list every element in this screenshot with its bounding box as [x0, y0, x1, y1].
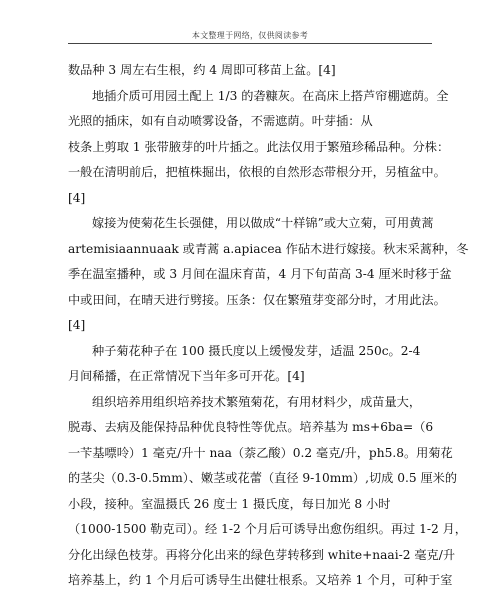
text-line: 种子菊花种子在 100 摄氏度以上缓慢发芽，适温 250c。2-4	[92, 343, 421, 358]
text-line: 枝条上剪取 1 张带腋芽的叶片插之。此法仅用于繁殖珍稀品种。分株：	[68, 139, 450, 154]
text-line: 培养基上，约 1 个月后可诱导生出健壮根系。又培养 1 个月，可种于室	[68, 573, 453, 587]
document-body	[68, 58, 469, 594]
text-line: 月间稀播，在正常情况下当年多可开花。[4]	[68, 369, 305, 383]
text-line: 小段，接种。室温摄氏 26 度士 1 摄氏度，每日加光 8 小时	[68, 496, 391, 511]
text-line: 地插介质可用园土配上 1/3 的砻糠灰。在高床上搭芦帘棚遮荫。全	[92, 88, 449, 103]
text-line: 嫁接为使菊花生长强健，用以做成“十样锦”或大立菊，可用黄蒿	[92, 216, 434, 230]
text-line: 一般在清明前后，把植株掘出，依根的自然形态带根分开，另植盆中。	[68, 165, 446, 179]
text-line: 一苄基嘌呤）1 毫克/升十 naa（萘乙酸）0.2 毫克/升，ph5.8。用菊花	[68, 445, 453, 460]
page-header: 本文整理于网络，仅供阅读参考	[191, 31, 309, 40]
text-line: 组织培养用组织培养技术繁殖菊花，有用材料少，成苗量大，	[92, 394, 422, 409]
text-line: 数品种 3 周左右生根，约 4 周即可移苗上盆。[4]	[68, 63, 336, 77]
text-line: artemisiaannuaak 或青蒿 a.apiacea 作砧木进行嫁接。秋末采蒿种，冬	[68, 241, 469, 256]
text-line: [4]	[68, 190, 86, 205]
text-line: 脱毒、去病及能保持品种优良特性等优点。培养基为 ms+6ba=（6	[68, 420, 434, 434]
text-line: 季在温室播种，或 3 月间在温床育苗，4 月下旬苗高 3-4 厘米时移于盆	[68, 267, 452, 281]
text-line: 分化出绿色枝芽。再将分化出来的绿色芽转移到 white+naai-2 毫克/升	[68, 547, 456, 562]
text-line: [4]	[68, 318, 86, 332]
text-line: 的茎尖（0.3-0.5mm）、嫩茎或花蕾（直径 9-10mm）,切成 0.5 厘米的	[68, 471, 458, 485]
text-line: 光照的插床，如有自动喷雾设备，不需遮荫。叶芽插：从	[68, 114, 373, 128]
header-divider	[68, 43, 432, 44]
text-line: （1000-1500 勒克司）。经 1-2 个月后可诱导出愈伤组织。再过 1-2 月，	[68, 522, 467, 536]
text-line: 中或田间，在晴天进行劈接。压条：仅在繁殖芽变部分时，才用此法。	[68, 292, 446, 307]
